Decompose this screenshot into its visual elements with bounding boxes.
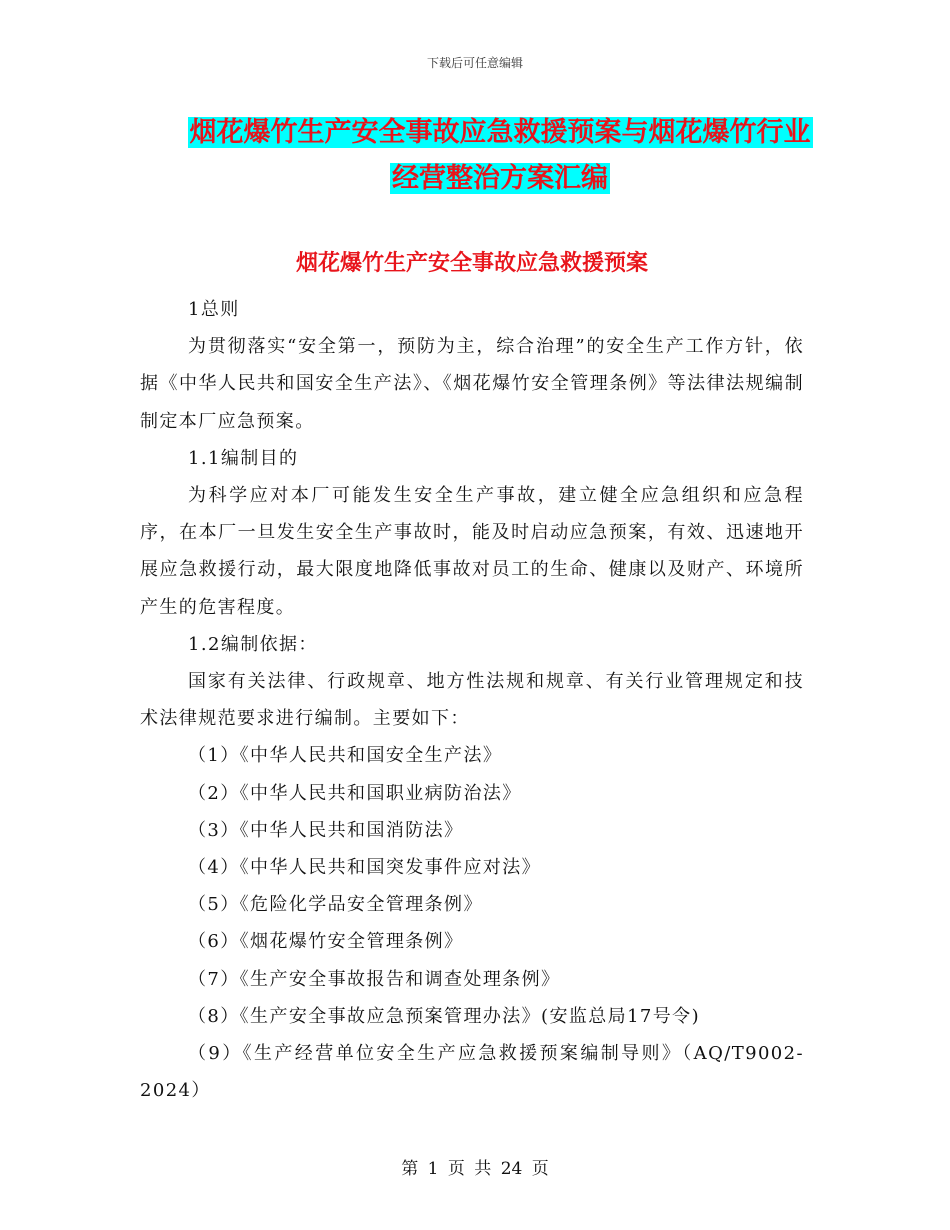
list-item: （8）《生产安全事故应急预案管理办法》(安监总局17号令) [188,1005,700,1027]
heading-general-provisions: 1总则 [188,299,240,320]
list-item: （9）《生产经营单位安全生产应急救援预案编制导则》（AQ/T9002-2024） [140,1043,804,1102]
page-header-note: 下载后可任意编辑 [426,56,523,70]
list-item: （7）《生产安全事故报告和调查处理条例》 [188,968,561,990]
page-number-footer: 第 1 页 共 24 页 [401,1159,549,1179]
paragraph-policy: 为贯彻落实“安全第一，预防为主，综合治理”的安全生产工作方针，依据《中华人民共和国安全生产法》、《烟花爆竹安全管理条例》等法律法规编制制定本厂应急预案。 [140,336,804,432]
document-title [140,110,860,202]
list-item: （4）《中华人民共和国突发事件应对法》 [188,857,542,879]
list-item: （6）《烟花爆竹安全管理条例》 [188,931,464,953]
list-item: （2）《中华人民共和国职业病防治法》 [188,782,522,804]
document-title-line-2: 经营整治方案汇编 [392,163,608,194]
list-item: （5）《危险化学品安全管理条例》 [188,894,483,916]
document-title-line-1: 烟花爆竹生产安全事故应急救援预案与烟花爆竹行业 [189,117,811,148]
list-item: （3）《中华人民共和国消防法》 [188,819,464,841]
document-body [140,291,804,1109]
section-title: 烟花爆竹生产安全事故应急救援预案 [295,251,648,276]
heading-basis: 1.2编制依据： [188,633,318,655]
list-item: （1）《中华人民共和国安全生产法》 [188,745,503,767]
paragraph-basis: 国家有关法律、行政规章、地方性法规和规章、有关行业管理规定和技术法律规范要求进行编制。主要如下： [140,671,804,730]
paragraph-purpose: 为科学应对本厂可能发生安全生产事故，建立健全应急组织和应急程序，在本厂一旦发生安全生产事故时，能及时启动应急预案，有效、迅速地开展应急救援行动，最大限度地降低事故对员工的生命、健康以及财产、环境所产生的危害程度。 [140,485,804,618]
heading-purpose: 1.1编制目的 [188,447,299,469]
